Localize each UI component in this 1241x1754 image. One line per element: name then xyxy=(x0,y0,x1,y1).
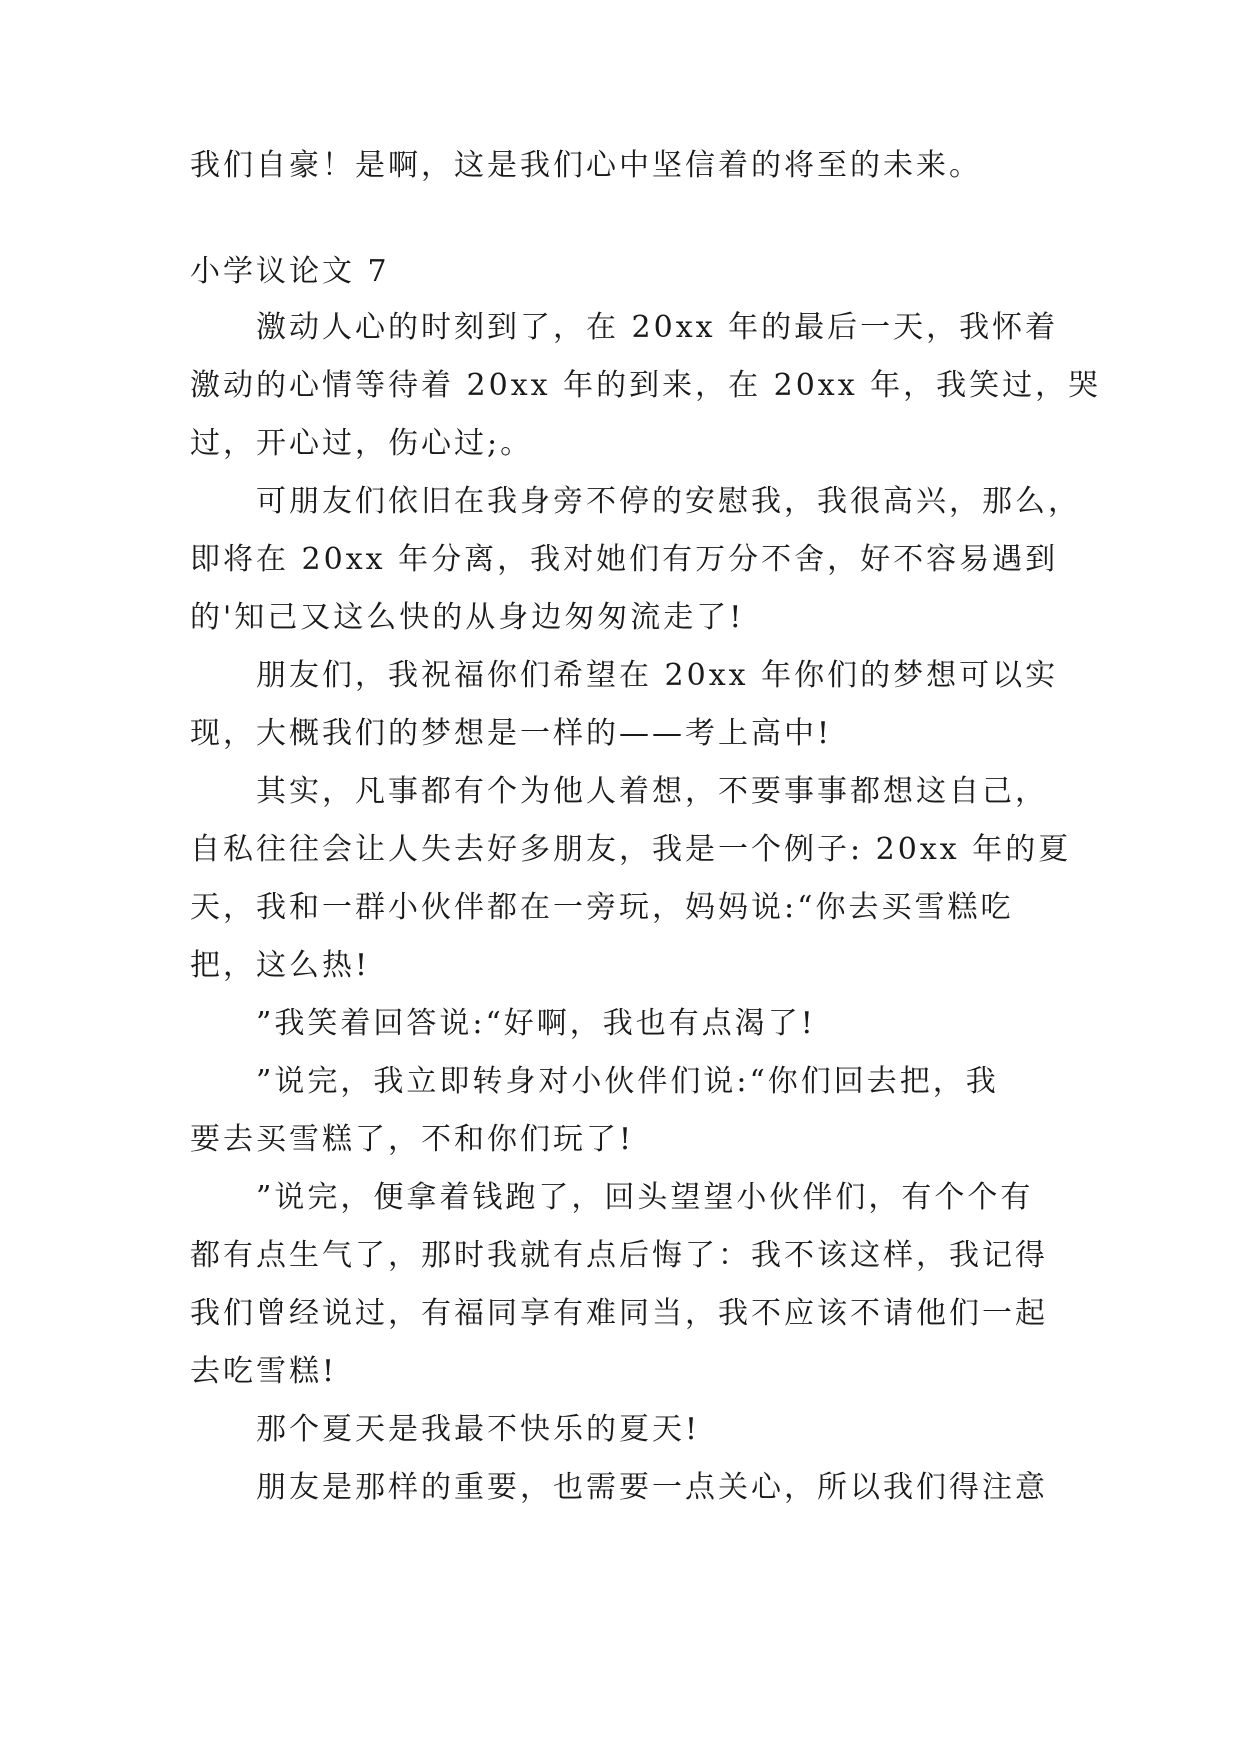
text-line: 都有点生气了，那时我就有点后悔了：我不该这样，我记得 xyxy=(190,1238,1048,1273)
text-line: 过，开心过，伤心过;。 xyxy=(190,426,534,461)
essay-heading: 小学议论文 7 xyxy=(190,254,390,289)
closing-paragraph xyxy=(190,137,1060,195)
paragraph-start-line: ”说完，我立即转身对小伙伴们说:“你们回去把，我 xyxy=(256,1064,999,1099)
text-line: 要去买雪糕了，不和你们玩了! xyxy=(190,1122,635,1157)
essay-body xyxy=(190,299,1102,1517)
text-line: 的'知己又这么快的从身边匆匆流走了! xyxy=(190,600,745,635)
paragraph-start-line: 其实，凡事都有个为他人着想，不要事事都想这自己， xyxy=(256,774,1048,809)
paragraph-start-line: 朋友是那样的重要，也需要一点关心，所以我们得注意 xyxy=(256,1470,1048,1505)
paragraph-start-line: 朋友们，我祝福你们希望在 20xx 年你们的梦想可以实 xyxy=(256,658,1059,693)
paragraph-start-line: 可朋友们依旧在我身旁不停的安慰我，我很高兴，那么， xyxy=(256,484,1081,519)
text-line: 天，我和一群小伙伴都在一旁玩，妈妈说:“你去买雪糕吃 xyxy=(190,890,1014,925)
paragraph-start-line: ”说完，便拿着钱跑了，回头望望小伙伴们，有个个有 xyxy=(256,1180,1034,1215)
text-line: 现，大概我们的梦想是一样的——考上高中! xyxy=(190,716,833,751)
text-line: 自私往往会让人失去好多朋友，我是一个例子: 20xx 年的夏 xyxy=(190,832,1072,867)
paragraph-start-line: 激动人心的时刻到了，在 20xx 年的最后一天，我怀着 xyxy=(256,310,1059,345)
text-line: 去吃雪糕! xyxy=(190,1354,338,1389)
paragraph-start-line: ”我笑着回答说:“好啊，我也有点渴了! xyxy=(256,1006,816,1041)
text-line: 我们自豪！是啊，这是我们心中坚信着的将至的未来。 xyxy=(190,148,982,183)
essay-title xyxy=(190,243,1060,301)
paragraph-start-line: 那个夏天是我最不快乐的夏天! xyxy=(256,1412,701,1447)
text-line: 把，这么热! xyxy=(190,948,371,983)
text-line: 激动的心情等待着 20xx 年的到来，在 20xx 年，我笑过，哭 xyxy=(190,368,1102,403)
text-line: 即将在 20xx 年分离，我对她们有万分不舍，好不容易遇到 xyxy=(190,542,1059,577)
text-line: 我们曾经说过，有福同享有难同当，我不应该不请他们一起 xyxy=(190,1296,1048,1331)
